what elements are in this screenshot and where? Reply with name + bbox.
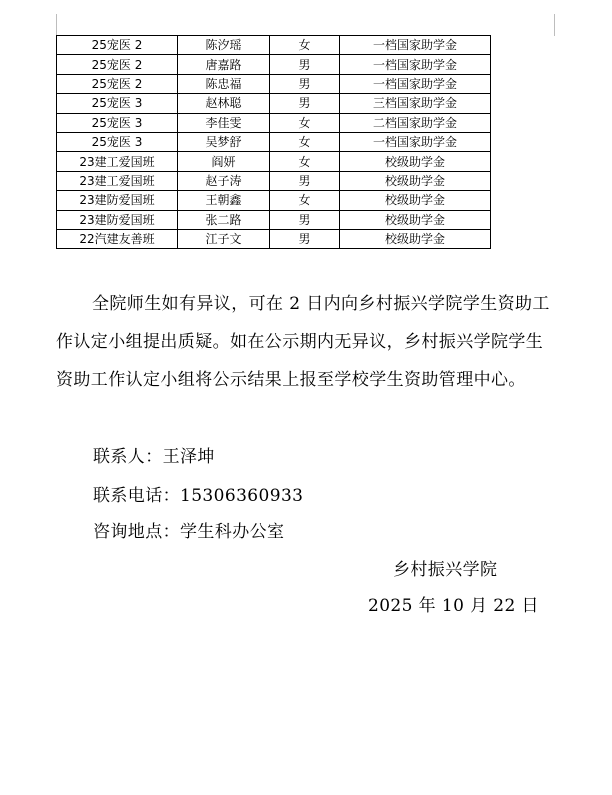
name-cell: 赵子涛 [178,171,270,190]
name-cell: 陈汐瑶 [178,36,270,55]
gender-cell: 女 [270,36,340,55]
award-cell: 一档国家助学金 [340,132,491,151]
gender-cell: 女 [270,113,340,132]
gender-cell: 男 [270,74,340,93]
award-cell: 一档国家助学金 [340,74,491,93]
table-row [57,132,491,151]
table-row [57,191,491,210]
award-cell: 校级助学金 [340,171,491,190]
aid-recipients-table [56,35,491,249]
class-cell: 25宠医 2 [57,36,178,55]
gender-cell: 男 [270,55,340,74]
table-row [57,171,491,190]
name-cell: 陈忠福 [178,74,270,93]
class-cell: 23建工爱国班 [57,171,178,190]
table-row [57,210,491,229]
contact-place: 咨询地点：学生科办公室 [93,522,285,542]
name-cell: 张二路 [178,210,270,229]
name-cell: 阎妍 [178,152,270,171]
page-corner-mark-right [554,14,555,36]
signature-org: 乡村振兴学院 [393,560,498,580]
table-row [57,152,491,171]
table-row [57,113,491,132]
contact-phone: 联系电话：15306360933 [93,486,304,506]
award-cell: 校级助学金 [340,152,491,171]
class-cell: 23建防爱国班 [57,210,178,229]
page-corner-mark-left [56,14,57,36]
name-cell: 吴梦舒 [178,132,270,151]
table-row [57,55,491,74]
table-row [57,94,491,113]
class-cell: 25宠医 3 [57,113,178,132]
gender-cell: 男 [270,94,340,113]
name-cell: 赵林聪 [178,94,270,113]
name-cell: 唐嘉路 [178,55,270,74]
class-cell: 25宠医 2 [57,55,178,74]
class-cell: 22汽建友善班 [57,229,178,248]
award-cell: 二档国家助学金 [340,113,491,132]
class-cell: 25宠医 3 [57,132,178,151]
name-cell: 王朝鑫 [178,191,270,210]
name-cell: 李佳雯 [178,113,270,132]
award-cell: 一档国家助学金 [340,36,491,55]
name-cell: 江子文 [178,229,270,248]
gender-cell: 男 [270,171,340,190]
gender-cell: 女 [270,152,340,171]
class-cell: 23建工爱国班 [57,152,178,171]
contact-person: 联系人：王泽坤 [93,447,215,467]
table-row [57,36,491,55]
gender-cell: 女 [270,132,340,151]
notice-paragraph: 全院师生如有异议，可在 2 日内向乡村振兴学院学生资助工作认定小组提出质疑。如在公示期内无异议，乡村振兴学院学生资助工作认定小组将公示结果上报至学校学生资助管理中心。 [56,294,550,390]
class-cell: 23建防爱国班 [57,191,178,210]
award-cell: 校级助学金 [340,229,491,248]
award-cell: 校级助学金 [340,191,491,210]
award-cell: 校级助学金 [340,210,491,229]
class-cell: 25宠医 2 [57,74,178,93]
table-row [57,229,491,248]
gender-cell: 男 [270,210,340,229]
gender-cell: 女 [270,191,340,210]
signature-date: 2025 年 10 月 22 日 [368,596,539,616]
award-cell: 一档国家助学金 [340,55,491,74]
gender-cell: 男 [270,229,340,248]
table-body [57,36,491,249]
class-cell: 25宠医 3 [57,94,178,113]
award-cell: 三档国家助学金 [340,94,491,113]
table-row [57,74,491,93]
